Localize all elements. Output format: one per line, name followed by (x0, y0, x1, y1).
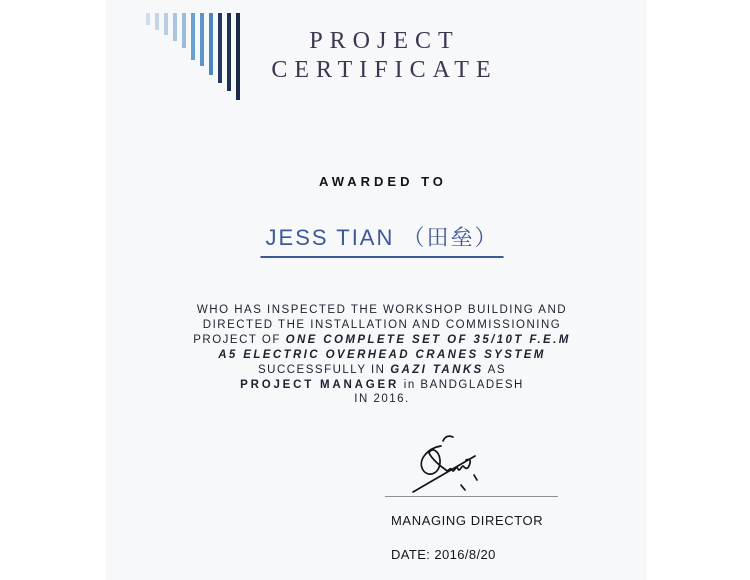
body-emphasis-segment: A5 ELECTRIC OVERHEAD CRANES SYSTEM (218, 348, 546, 361)
body-text-segment: IN 2016. (354, 393, 410, 406)
awarded-to-label: AWARDED TO (319, 174, 447, 189)
body-line (62, 348, 702, 363)
body-text-segment: PROJECT OF (193, 333, 286, 346)
signature-stroke (421, 446, 470, 474)
recipient-name: JESS TIAN （田垒） (261, 221, 504, 258)
body-emphasis-segment: ONE COMPLETE SET OF 35/10T F.E.M (285, 333, 571, 346)
recipient-name-block (261, 221, 504, 258)
certificate-title (81, 27, 681, 85)
body-line (62, 318, 702, 333)
signature-stroke (461, 485, 465, 490)
body-line (62, 363, 702, 378)
body-emphasis-segment: GAZI TANKS (390, 363, 484, 376)
signature-stroke (443, 436, 453, 441)
body-text-segment: in BANDGLADESH (399, 378, 524, 391)
body-line (62, 378, 702, 393)
certificate-body (62, 303, 702, 407)
body-line (62, 303, 702, 318)
handwritten-signature (398, 429, 508, 499)
date-label: DATE: (391, 547, 431, 562)
signature-stroke (474, 475, 477, 480)
title-line-1: PROJECT (309, 28, 460, 54)
title-line-2: CERTIFICATE (271, 57, 498, 83)
date-line (391, 547, 496, 562)
date-value: 2016/8/20 (434, 547, 496, 562)
body-text-segment: AS (483, 363, 507, 376)
signer-role-label: MANAGING DIRECTOR (391, 513, 544, 528)
body-text-segment: SUCCESSFULLY IN (257, 363, 391, 376)
body-bold-segment: PROJECT MANAGER (240, 378, 400, 391)
body-line (62, 333, 702, 348)
logo-bar (146, 13, 150, 25)
body-text-segment: WHO HAS INSPECTED THE WORKSHOP BUILDING AND (196, 304, 568, 316)
body-line (62, 392, 702, 407)
body-text-segment: DIRECTED THE INSTALLATION AND COMMISSIONING (202, 318, 562, 331)
signature-line (385, 496, 558, 497)
